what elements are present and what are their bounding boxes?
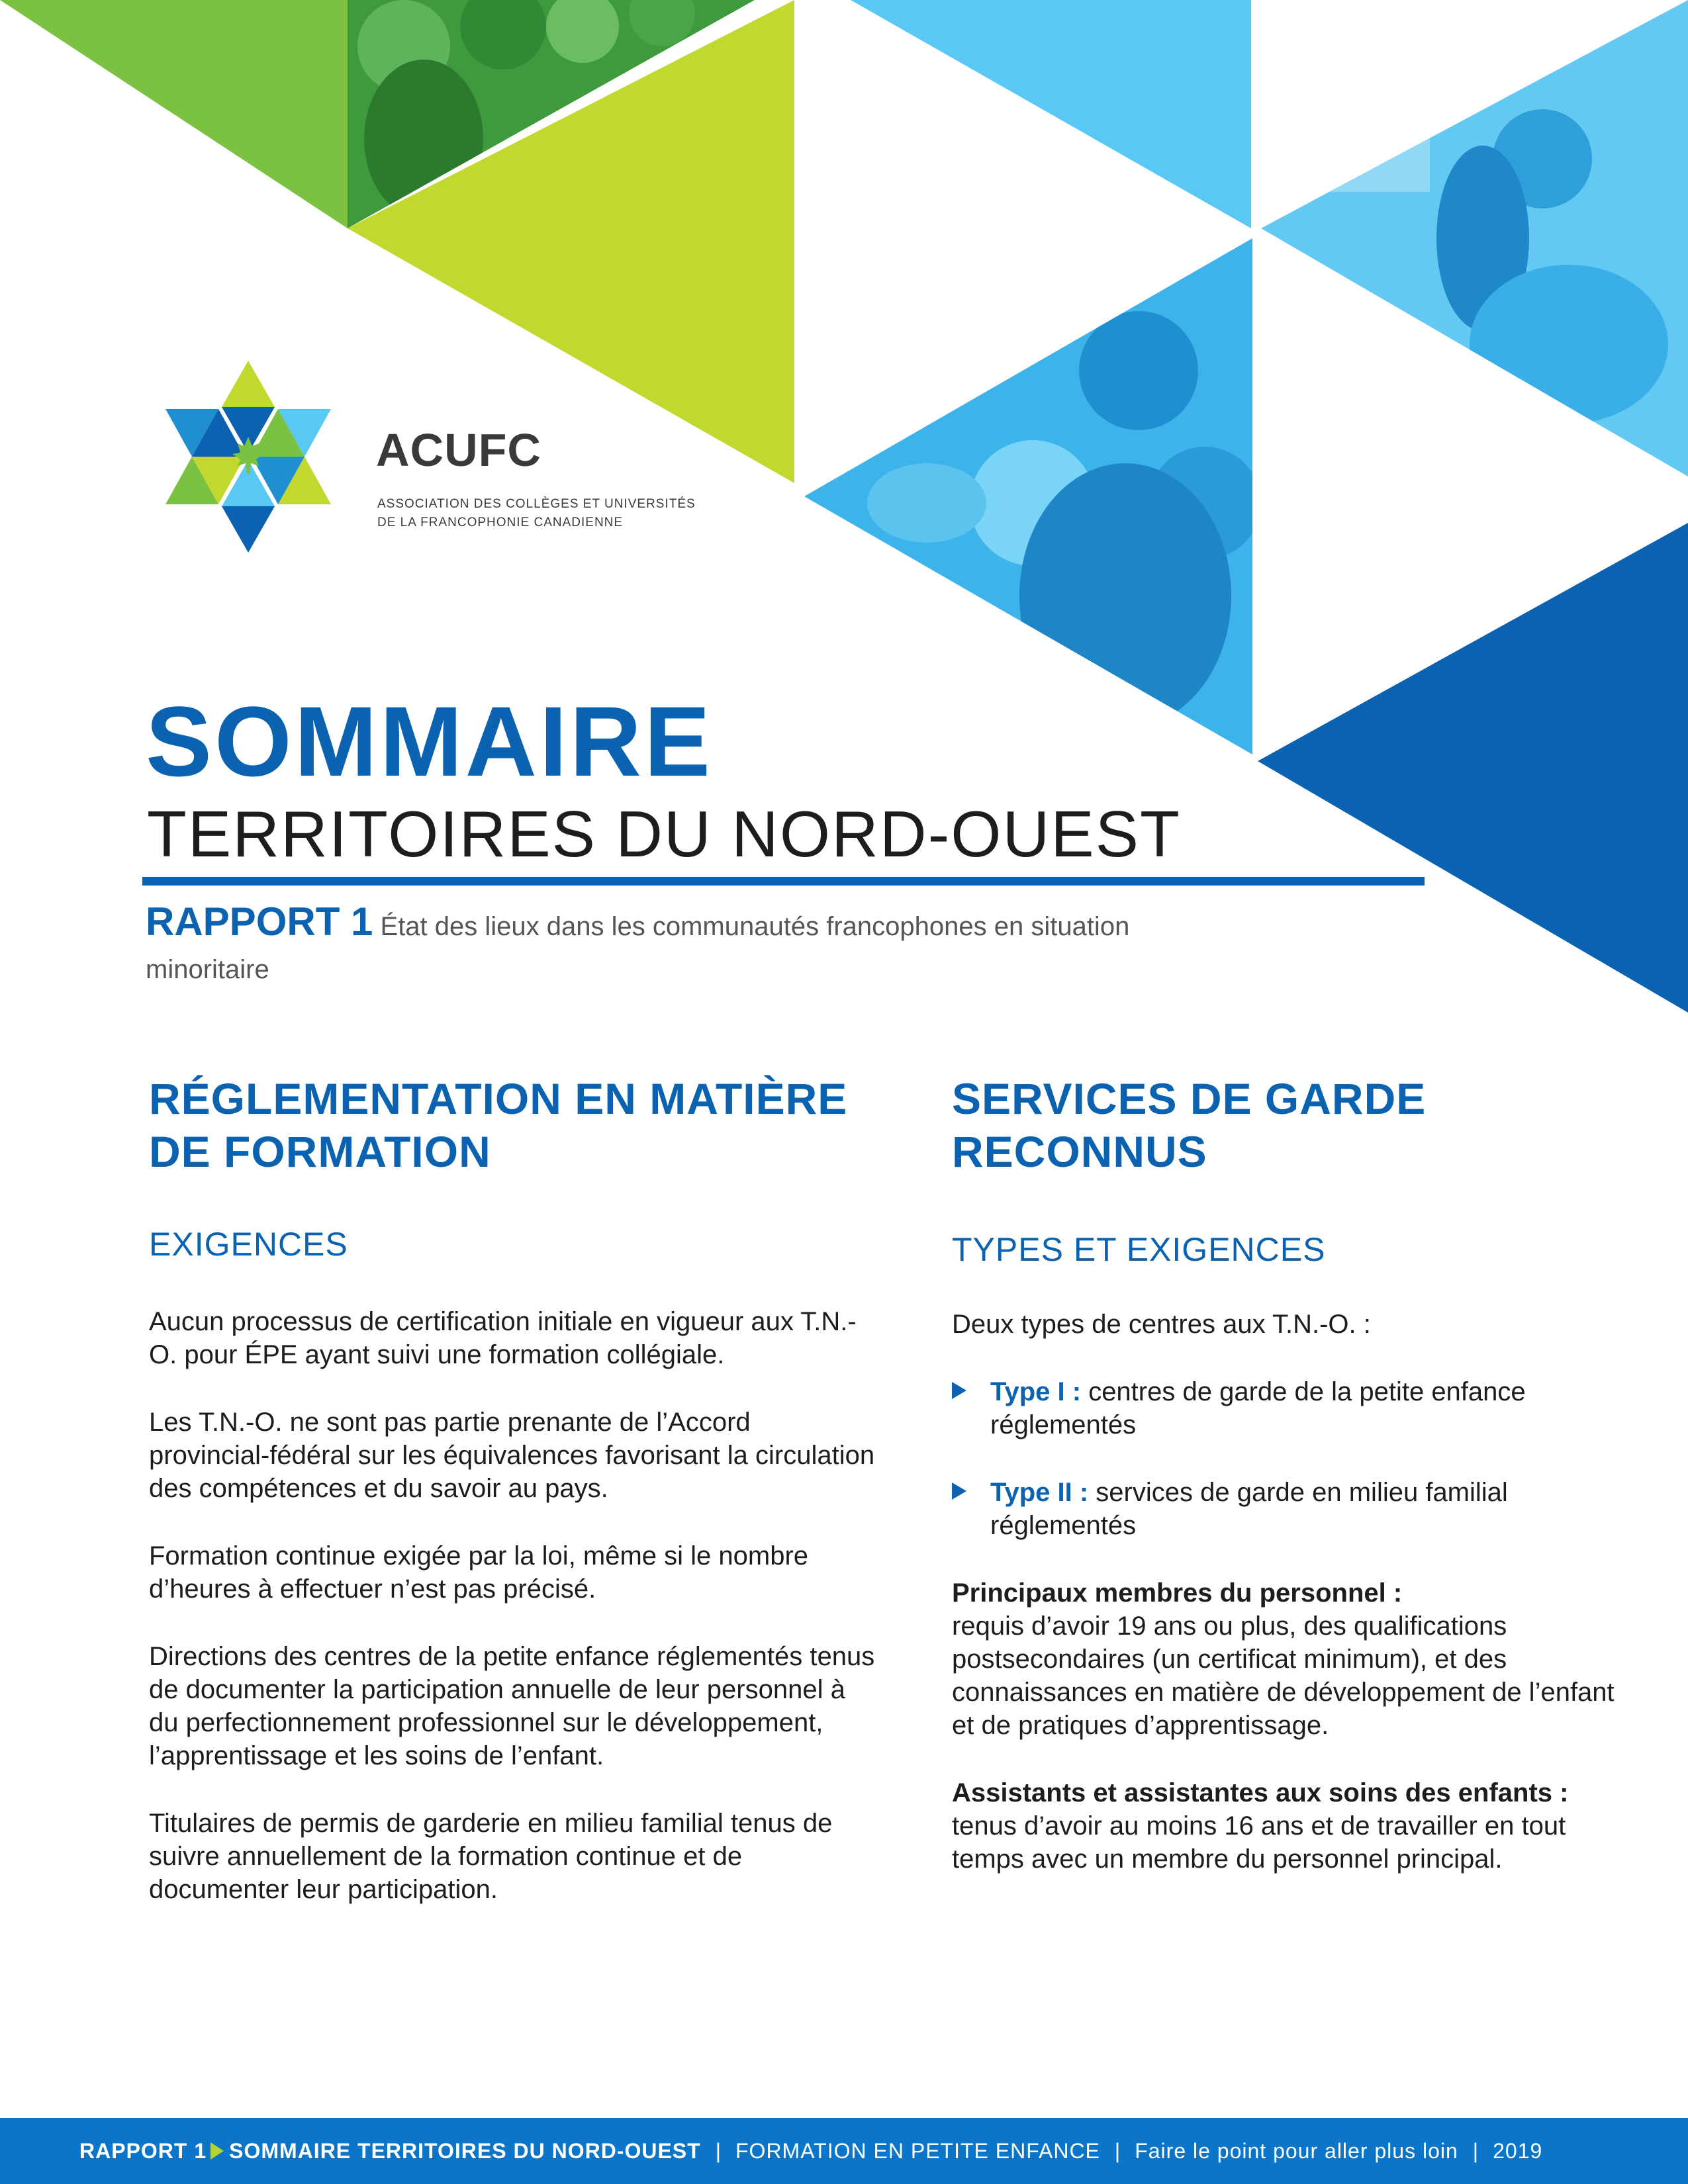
light-blue-triangle-top xyxy=(851,0,1251,228)
paragraph: Aucun processus de certification initiale en vigueur aux T.N.-O. pour ÉPE ayant suivi une formation collégiale. xyxy=(149,1307,857,1369)
report-line xyxy=(146,900,1205,991)
footer-tagline: Faire le point pour aller plus loin xyxy=(1135,2138,1458,2163)
footer-separator: | xyxy=(715,2138,721,2163)
children-photo-blue xyxy=(801,235,1261,758)
footer-topic: FORMATION EN PETITE ENFANCE xyxy=(735,2138,1100,2163)
type-text: centres de garde de la petite enfance réglementés xyxy=(990,1377,1526,1439)
footer-arrow-icon xyxy=(211,2142,224,2160)
type-label: Type II : xyxy=(990,1478,1089,1507)
logo-subtitle-line1: ASSOCIATION DES COLLÈGES ET UNIVERSITÉS xyxy=(377,497,696,511)
maple-leaf-star-icon xyxy=(149,357,348,556)
staff-text: requis d’avoir 19 ans ou plus, des qualifications postsecondaires (un certificat minimum), et des connaissances en matière de développement de l’enfant et de pratiques d’apprentissage. xyxy=(952,1612,1615,1740)
section-subheading-types: TYPES ET EXIGENCES xyxy=(952,1231,1326,1268)
paragraph: Les T.N.-O. ne sont pas partie prenante de l’Accord provincial-fédéral sur les équivalences favorisant la circulation des compétences et du savoir au pays. xyxy=(149,1408,875,1503)
list-item xyxy=(952,1375,1640,1441)
footer-section: SOMMAIRE TERRITOIRES DU NORD-OUEST xyxy=(229,2138,701,2163)
types-intro: Deux types de centres aux T.N.-O. : xyxy=(952,1310,1371,1339)
childcare-services-section xyxy=(952,1072,1640,1910)
section-heading-regulation: RÉGLEMENTATION EN MATIÈRE DE FORMATION xyxy=(149,1074,848,1176)
paragraph: Formation continue exigée par la loi, même si le nombre d’heures à effectuer n’est pas précisé. xyxy=(149,1541,809,1604)
triangle-bullet-icon xyxy=(952,1382,966,1399)
types-list xyxy=(952,1375,1640,1542)
logo-name: ACUFC xyxy=(376,424,541,476)
paragraph: Titulaires de permis de garderie en milieu familial tenus de suivre annuellement de la formation continue et de documenter leur participation. xyxy=(149,1809,833,1904)
staff-paragraph xyxy=(952,1576,1640,1742)
page-title: SOMMAIRE xyxy=(146,686,713,797)
footer-report: RAPPORT 1 xyxy=(79,2138,207,2163)
footer-separator: | xyxy=(1472,2138,1479,2163)
adult-child-photo-blue xyxy=(1258,0,1688,483)
title-divider xyxy=(142,877,1425,886)
section-heading-services: SERVICES DE GARDE RECONNUS xyxy=(952,1074,1427,1176)
triangle-bullet-icon xyxy=(952,1482,966,1500)
footer-separator: | xyxy=(1114,2138,1121,2163)
page-subtitle: TERRITOIRES DU NORD-OUEST xyxy=(147,797,1181,870)
training-regulation-section xyxy=(149,1072,877,1940)
assistants-text: tenus d’avoir au moins 16 ans et de travailler en tout temps avec un membre du personnel principal. xyxy=(952,1811,1566,1874)
report-number: RAPPORT 1 xyxy=(146,899,373,944)
logo-subtitle xyxy=(377,495,696,532)
green-triangle xyxy=(0,0,348,228)
report-description: État des lieux dans les communautés francophones en situation minoritaire xyxy=(146,912,1130,984)
assistants-paragraph xyxy=(952,1776,1640,1876)
list-item xyxy=(952,1476,1640,1542)
footer-year: 2019 xyxy=(1493,2138,1543,2163)
logo-subtitle-line2: DE LA FRANCOPHONIE CANADIENNE xyxy=(377,516,624,529)
section-subheading-requirements: EXIGENCES xyxy=(149,1226,348,1263)
type-text: services de garde en milieu familial réglementés xyxy=(990,1478,1508,1540)
paragraph: Directions des centres de la petite enfance réglementés tenus de documenter la participation annuelle de leur personnel à du perfectionnement professionnel sur le développement, l’apprentissage et les soins de l’enfant. xyxy=(149,1642,875,1770)
type-label: Type I : xyxy=(990,1377,1082,1406)
page-footer xyxy=(0,2118,1688,2184)
staff-label: Principaux membres du personnel : xyxy=(952,1578,1403,1608)
dark-blue-triangle xyxy=(1258,523,1688,1013)
assistants-label: Assistants et assistantes aux soins des enfants : xyxy=(952,1778,1569,1807)
